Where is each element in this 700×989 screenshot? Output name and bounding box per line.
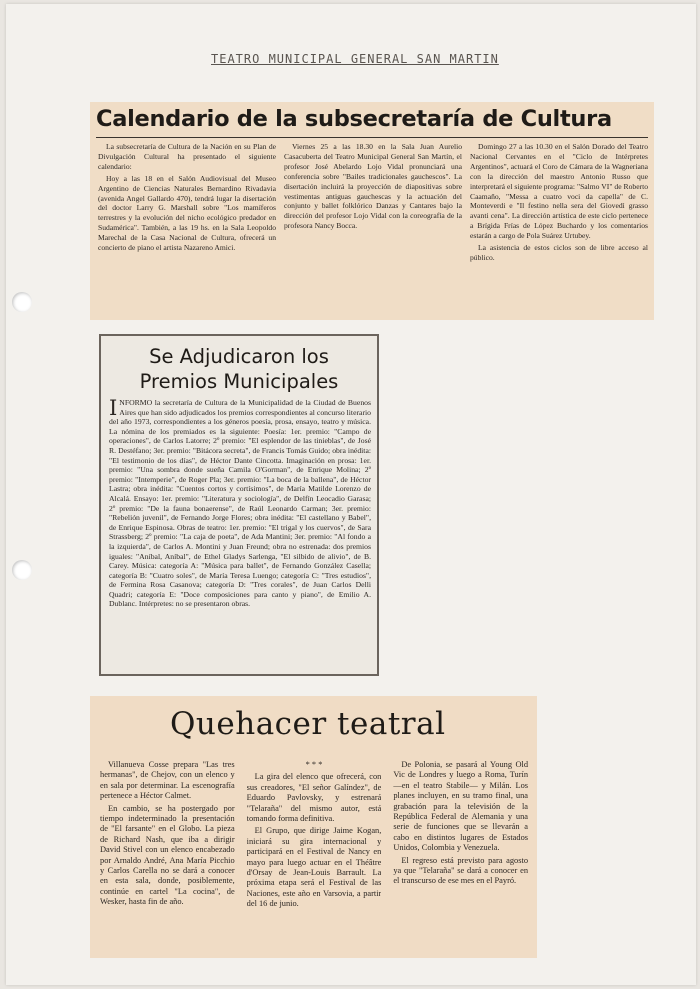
- article-title: [101, 344, 377, 394]
- drop-cap: I: [109, 398, 118, 420]
- article-column: [470, 142, 648, 314]
- clipping-premios: [99, 334, 379, 676]
- scrapbook-page: [6, 4, 696, 985]
- paragraph: Domingo 27 a las 10.30 en el Salón Dorado del Teatro Nacional Cervantes en el "Ciclo de Intérpretes Argentinos", actuará el Coro de Cámara de la Wagneriana con la dirección del maestro Antonio Russo que interpretará el siguiente programa: "Salmo VI" de Roberto Caamaño, "Messa a cuatro voci da capella" de C. Monteverdi e "Il festino nella sera del Giovedì grasso avanti cena". La dirección artística de este ciclo pertenece a Brígida Frías de López Buchardo y los comentarios estarán a cargo de Pola Suárez Urtubey.: [470, 142, 648, 241]
- article-column: [100, 760, 235, 954]
- article-column: [98, 142, 276, 314]
- article-columns: [100, 760, 528, 954]
- article-columns: [98, 142, 648, 314]
- article-column: [393, 760, 528, 954]
- binder-hole: [12, 560, 32, 580]
- clipping-quehacer-teatral: [90, 696, 537, 958]
- paragraph: Viernes 25 a las 18.30 en la Sala Juan Aurelio Casacuberta del Teatro Municipal General San Martín, el profesor José Abelardo Lojo Vidal pronunciará una conferencia sobre "Bailes tradicionales gauchescos". La disertación incluirá la proyección de diapositivas sobre vestimentas antiguas gauchescas y la actuación del conjunto y ballet folklórico Danzas y Cantares bajo la dirección del profesor Lojo Vidal con la coreografía de la profesora Nancy Bocca.: [284, 142, 462, 231]
- paragraph: El regreso está previsto para agosto ya que "Telaraña" se dará a conocer en el transcurso de ese mes en el Payró.: [393, 855, 529, 886]
- article-title: Quehacer teatral: [170, 706, 446, 742]
- title-line: Se Adjudicaron los: [149, 345, 329, 368]
- paragraph: La gira del elenco que ofrecerá, con sus creadores, "El señor Galíndez", de Eduardo Pavlovsky, y estrenará "Telaraña" del mismo autor, está tomando forma definitiva.: [246, 772, 382, 824]
- paragraph: El Grupo, que dirige Jaime Kogan, iniciará su gira internacional y participará en el Festival de Nancy en mayo para luego actuar en el Théâtre d'Orsay de Jean-Louis Barrault. La próxima etapa será el Festival de las Naciones, este año en Varsovia, a partir del 16 de junio.: [246, 826, 382, 909]
- page-header-stamp: TEATRO MUNICIPAL GENERAL SAN MARTIN: [211, 52, 499, 66]
- binder-hole: [12, 292, 32, 312]
- article-column: [247, 760, 382, 954]
- paragraph: En cambio, se ha postergado por tiempo indeterminado la presentación de "El farsante" en el Globo. La pieza de Richard Nash, que iba a dirigir David Stivel con un elenco encabezado por Arnaldo André, Ana María Picchio y Carlos Carella no se dará a conocer en esta sala, donde, posiblemente, continúe en cartel "La cocina", de Wesker, hasta fin de año.: [100, 803, 235, 907]
- paragraph: La subsecretaría de Cultura de la Nación en su Plan de Divulgación Cultural ha presentado el siguiente calendario:: [98, 142, 276, 171]
- clipping-calendario: [90, 102, 654, 320]
- paragraph: De Polonia, se pasará al Young Old Vic de Londres y luego a Roma, Turín —en el teatro Stabile— y Milán. Los planes incluyen, en su tramo final, una grabación para la televisión de la República Federal de Alemania y una serie de funciones que se llevarán a cabo en distintos lugares de Estados Unidos, Colombia y Venezuela.: [393, 760, 529, 853]
- paragraph: La asistencia de estos ciclos son de libre acceso al público.: [470, 243, 648, 262]
- title-line: Premios Municipales: [139, 370, 339, 393]
- separator-stars: * * *: [305, 760, 323, 769]
- paragraph: Hoy a las 18 en el Salón Audiovisual del Museo Argentino de Ciencias Naturales Bernardino Rivadavia (avenida Angel Gallardo 470), tendrá lugar la disertación del doctor Larry G. Marshall sobre "Los mamíferos terrestres y la evolución del nicho ecológico predador en Sudamérica". También, a las 19 hs. en la Sala Leopoldo Marechal de la Casa Nacional de Cultura, ofrecerá un concierto de piano el artista Nazareno Amici.: [98, 173, 276, 253]
- article-column: [284, 142, 462, 314]
- article-text: NFORMO la secretaría de Cultura de la Municipalidad de la Ciudad de Buenos Aires que han sido adjudicados los premios correspondientes al concurso literario del año 1973, correspondientes a los géneros poesía, prosa, ensayo, teatro y música. La nómina de los premiados es la siguiente: Poesía: 1er. premio: "Campo de operaciones", de Carlos Latorre; 2º premio: "El esplendor de las tinieblas", de José R. Destéfano; 3er. premio: "Bitácora secreta", de Francis Tomás Guido; obra inédita: "El testimonio de los días", de Héctor Dante Cincotta. Imaginación en prosa: 1er. premio: "Una sombra donde sueña Camila O'Gorman", de Enrique Molina; 2º premio: "Intemperie", de Roger Pla; 3er. premio: "La boca de la ballena", de Héctor Lastra; obra inédita: "Cuentos cortos y cortísimos", de María Matilde Lorenzo de Alcalá. Ensayo: 1er. premio: "Literatura y sociología", de Delfín Leocadio Garasa; 2º premio: "De la fauna bonaerense", de Raúl Leonardo Carman; 3er. premio: "Rebelión juvenil", de Fernando Jorge Flores; obra inédita: "El castellano y Babel", de Enrique Espinosa. Obras de teatro: 1er. premio: "El trigal y los cuervos", de Sara Strassberg; 2º premio: "La caja de poeta", de Ada Mantini; 3er. premio: "Al fondo a la izquierda", de Carlos A. Montini y Juan Freund; obra no estrenada: dos premios iguales: "Aníbal, Aníbal", de Ethel Gladys Sarlenga, "El silbido de alivio", de B. Carey. Música: categoría A: "Música para ballet", de Fernando González Casella; categoría B: "Cuatro soles", de María Teresa Luengo; categoría C: "Tres estudios", de Fermina Rosa Casanova; categoría D: "Tres corales", de Juan Carlos Delli Quadri; categoría E: "Doce composiciones para canto y piano", de Emilio A. Dublanc. Intérpretes: no se presentaron obras.: [109, 398, 371, 609]
- paragraph: Villanueva Cosse prepara "Las tres hermanas", de Chejov, con un elenco y en sala por determinar. La escenografía pertenece a Héctor Calmet.: [100, 760, 235, 801]
- article-body: [109, 398, 371, 672]
- article-title: Calendario de la subsecretaría de Cultura: [96, 106, 612, 132]
- title-rule: [96, 137, 648, 138]
